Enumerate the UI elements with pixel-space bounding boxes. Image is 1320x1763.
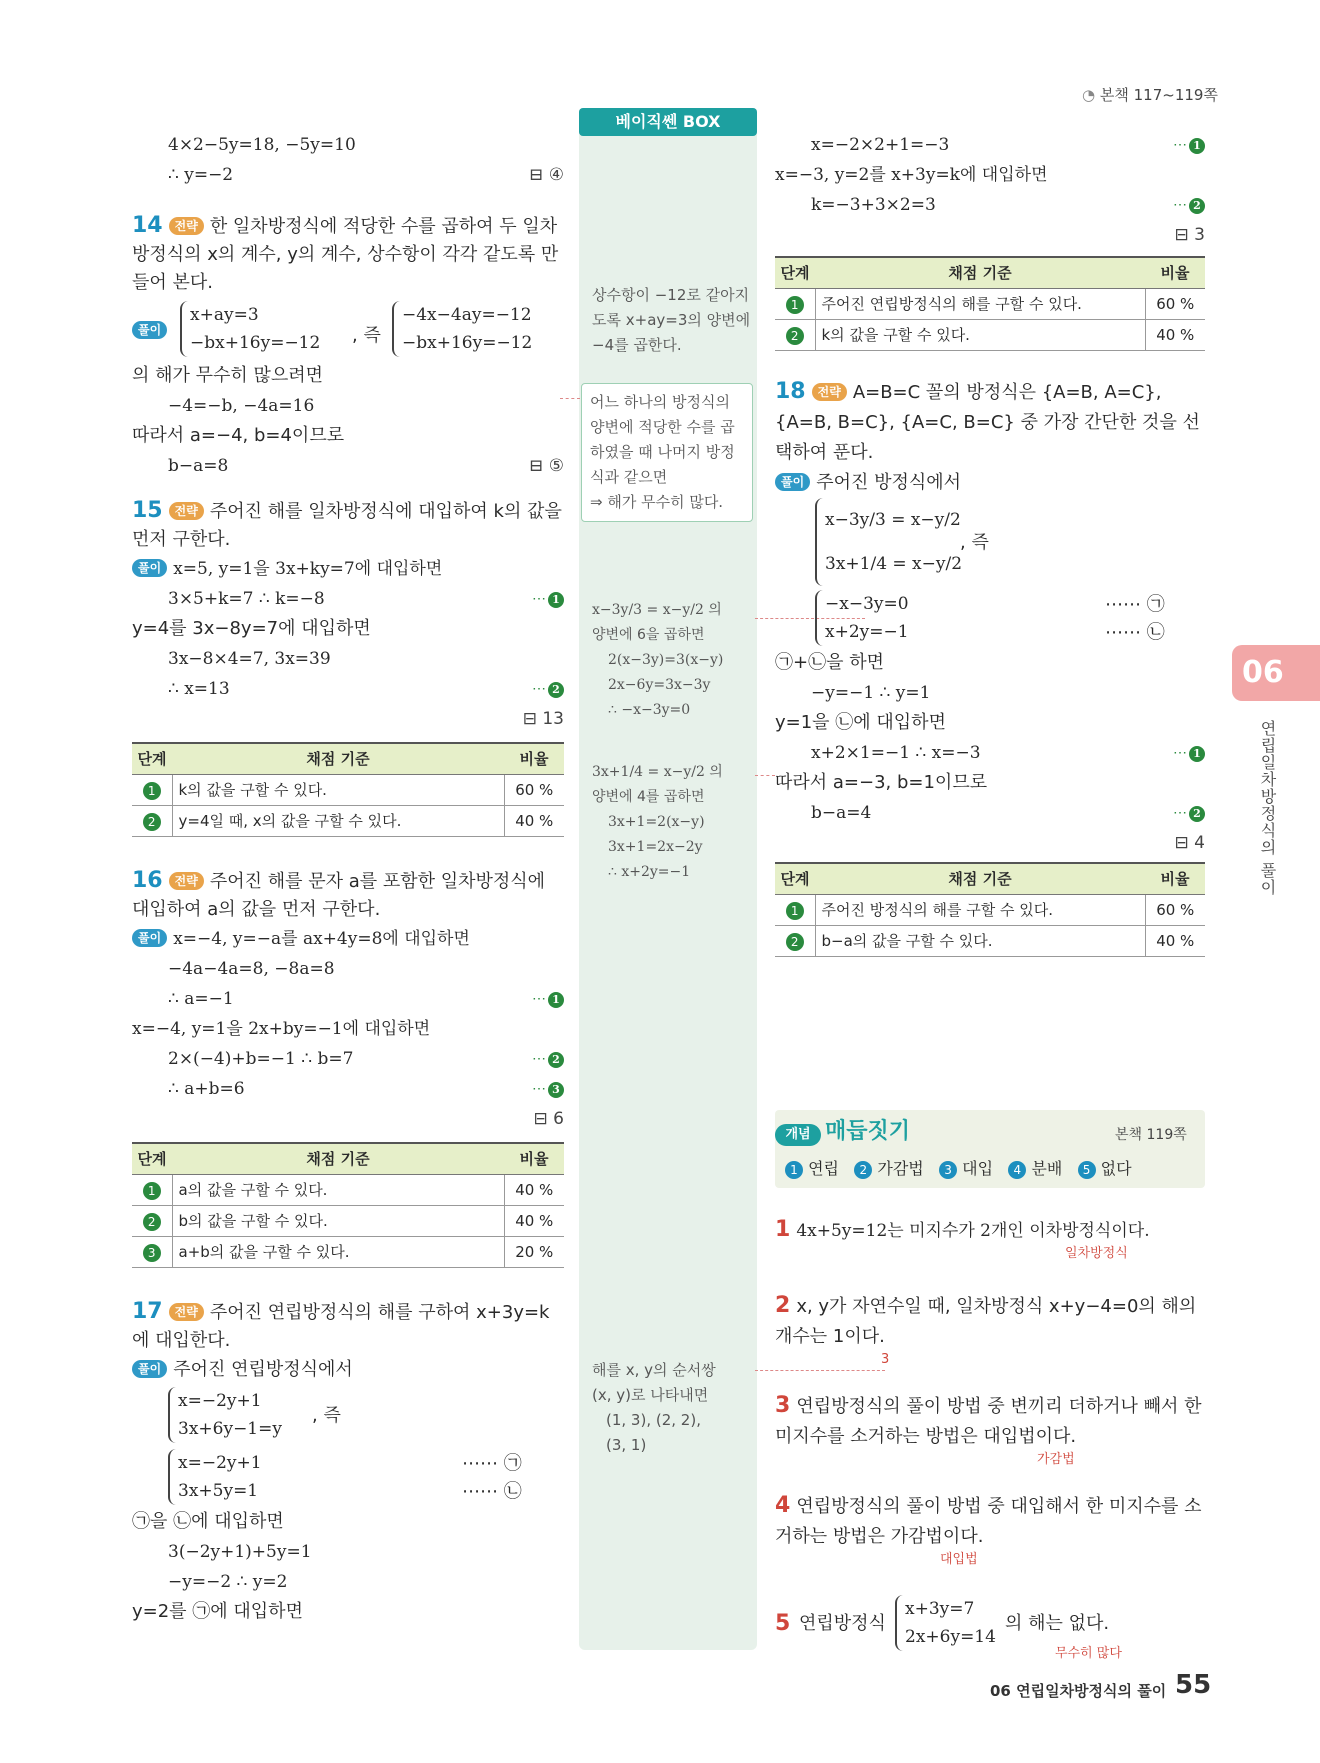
answer-mark: ⊟ ⑤ (529, 456, 564, 476)
step-marker: ⋯ 1 (532, 584, 564, 614)
scoring-table-17: 단계 채점 기준 비율 1 주어진 연립방정식의 해를 구할 수 있다. 60 % 2 k의 값을 구할 수 있다. 40 % (775, 256, 1205, 351)
step-marker: ⋯ 1 (1173, 738, 1205, 768)
leader-line (560, 398, 580, 399)
step-marker: ⋯ 2 (532, 1044, 564, 1074)
step-marker: ⋯ 2 (1173, 798, 1205, 828)
step-marker: ⋯ 2 (532, 674, 564, 704)
footer-title: 06 연립일차방정식의 풀이 (990, 1682, 1167, 1700)
scoring-table-15: 단계 채점 기준 비율 1 k의 값을 구할 수 있다. 60 % 2 y=4일 때, x의 값을 구할 수 있다. 40 % (132, 742, 564, 837)
line: −4=−b, −4a=16 (168, 396, 315, 416)
chapter-title: 연립일차방정식의 풀이 (1258, 720, 1277, 897)
system-14: 풀이 x+ay=3 −bx+16y=−12 , 즉 −4x−4ay=−12 −bx+16y=−12 (132, 301, 564, 361)
step-marker: ⋯ 1 (532, 984, 564, 1014)
left-column: 4×2−5y=18, −5y=10 ∴ y=−2 ⊟ ④ 14 전략 한 일차방정식에 적당한 수를 곱하여 두 일차방정식의 x의 계수, y의 계수, 상수항이 각각 같도록 만들어 본다. 풀이 x+ay=3 −bx+16y=−12 , 즉 −4x−4ay=−12 −bx+16y=−12 의 해가 무수히 많으려면 −4=−b, −4a=16 따라서 a=−4, b=4이므로 b−a=8 ⊟ ⑤ 15 전략 주어진 해를 일차방정식에 대입하여 k의 값을 먼저 구한다. 풀이 x=5, y=1을 3x+ky=7에 대입하면 3×5+k=7 ∴ k=−8 ⋯ 1 y=4를 3x−8y=7에 대입하면 3x−8×4=7, 3x=39 ∴ x=13 ⋯ 2 ⊟ 13 단계 채점 기준 비율 1 k의 값을 구할 수 있다. 60 % 2 y=4일 때, x의 값을 구할 수 있다. 40 % 16 전략 주어진 해를 문자 a를 포함한 일차방정식에 대입하여 a의 값을 먼저 구한다. 풀이 x=−4, y=−a를 ax+4y=8에 대입하면 −4a−4a=8, −8a=8 ∴ a=−1 ⋯ 1 x=−4, y=1을 2x+by=−1에 대입하면 2×(−4)+b=−1 ∴ b=7 ⋯ 2 ∴ a+b=6 ⋯ 3 ⊟ 6 단계 채점 기준 비율 1 a의 값을 구할 수 있다. 40 % 2 b의 값을 구할 수 있다. 40 % 3 a+b의 값을 구할 수 있다. 20 % 17 전략 주어진 연립방정식의 해를 구하여 x+3y=k에 대입한다. 풀이 주어진 연립방정식에서 x=−2y+1 3x+6y−1=y , 즉 x=−2y+1 3x+5y=1 ⋯⋯ ㉠ ⋯⋯ ㉡ ㉠을 ㉡에 대입하면 3(−2y+1)+5y=1 −y=−2 ∴ y=2 y=2를 ㉠에 대입하면 (132, 130, 564, 1627)
step-marker: ⋯ 1 (1173, 130, 1205, 160)
answer-mark: ⊟ 3 (1174, 225, 1205, 245)
reference-icon: ◔ (1082, 86, 1096, 104)
problem-18: 18 전략 A=B=C 꼴의 방정식은 {A=B, A=C}, {A=B, B=C}, {A=C, B=C} 중 가장 간단한 것을 선택하여 푼다. (775, 379, 1200, 463)
answer-mark: ⊟ 6 (533, 1109, 564, 1129)
step-marker: ⋯ 3 (532, 1074, 564, 1104)
book-reference: ◔ 본책 117~119쪽 (1082, 86, 1218, 104)
line: b−a=8 (168, 456, 229, 476)
right-column: x=−2×2+1=−3 ⋯ 1 x=−3, y=2를 x+3y=k에 대입하면 k=−3+3×2=3 ⋯ 2 ⊟ 3 단계 채점 기준 비율 1 주어진 연립방정식의 해를 구할 수 있다. 60 % 2 k의 값을 구할 수 있다. 40 % 18 전략 A=B=C 꼴의 방정식은 {A=B, A=C}, {A=B, B=C}, {A=C, B=C} 중 가장 간단한 것을 선택하여 푼다. 풀이 주어진 방정식에서 x−3y/3 = x−y/2 3x+1/4 = x−y/2 , 즉 −x−3y=0 x+2y=−1 ⋯⋯ ㉠ ⋯⋯ ㉡ ㉠+㉡을 하면 −y=−1 ∴ y=1 y=1을 ㉡에 대입하면 x+2×1=−1 ∴ x=−3 ⋯ 1 따라서 a=−3, b=1이므로 b−a=4 ⋯ 2 ⊟ 4 단계 채점 기준 비율 1 주어진 방정식의 해를 구할 수 있다. 60 % 2 b−a의 값을 구할 수 있다. 40 % (775, 130, 1205, 957)
note-5: 해를 x, y의 순서쌍 (x, y)로 나타내면 (1, 3), (2, 2), (3, 1) (592, 1361, 716, 1454)
leader-line (755, 775, 775, 776)
line: 의 해가 무수히 많으려면 (132, 365, 324, 386)
step-marker: ⋯ 2 (1173, 190, 1205, 220)
note-1: 상수항이 −12로 같아지도록 x+ay=3의 양변에 −4를 곱한다. (592, 286, 751, 354)
concept-questions: 1 4x+5y=12는 미지수가 2개인 이차방정식이다. 일차방정식 2 x, y가 자연수일 때, 일차방정식 x+y−4=0의 해의 개수는 1이다. 3 3 연립방정식의 풀이 방법 중 변끼리 더하거나 빼서 한 미지수를 소거하는 방법은 대입법이다. 가감법 4 연립방정식의 풀이 방법 중 대입해서 한 미지수를 소거하는 방법은 가감법이다. 대입법 5 연립방정식 x+3y=7 2x+6y=14 의 해는 없다. 무수히 많다 (775, 1217, 1202, 1661)
note-4: 3x+1/4 = x−y/2 의 양변에 4를 곱하면 3x+1=2(x−y) 3x+1=2x−2y ∴ x+2y=−1 (592, 764, 723, 880)
problem-15: 15 전략 주어진 해를 일차방정식에 대입하여 k의 값을 먼저 구한다. (132, 498, 562, 550)
answer-mark: ⊟ 13 (522, 709, 564, 729)
chapter-tab: 06 (1232, 645, 1320, 701)
line: 따라서 a=−4, b=4이므로 (132, 425, 345, 446)
answer-mark: ⊟ ④ (529, 165, 564, 185)
page-number: 55 (1175, 1670, 1212, 1700)
note-2: 어느 하나의 방정식의 양변에 적당한 수를 곱하였을 때 나머지 방정식과 같으면 ⇒ 해가 무수히 많다. (581, 383, 753, 522)
concept-box: 개념 매듭짓기 본책 119쪽 1 연립 2 가감법 3 대입 4 분배 5 없다 (775, 1110, 1205, 1188)
problem-16: 16 전략 주어진 해를 문자 a를 포함한 일차방정식에 대입하여 a의 값을 먼저 구한다. (132, 868, 546, 920)
basic-box-title: 베이직쎈 BOX (579, 108, 757, 136)
note-3: x−3y/3 = x−y/2 의 양변에 6을 곱하면 2(x−3y)=3(x−y) 2x−6y=3x−3y ∴ −x−3y=0 (592, 602, 724, 718)
line: 4×2−5y=18, −5y=10 (168, 135, 356, 155)
line: ∴ y=−2 (168, 165, 234, 185)
scoring-table-16: 단계 채점 기준 비율 1 a의 값을 구할 수 있다. 40 % 2 b의 값을 구할 수 있다. 40 % 3 a+b의 값을 구할 수 있다. 20 % (132, 1142, 564, 1268)
answer-mark: ⊟ 4 (1174, 833, 1205, 853)
scoring-table-18: 단계 채점 기준 비율 1 주어진 방정식의 해를 구할 수 있다. 60 % 2 b−a의 값을 구할 수 있다. 40 % (775, 862, 1205, 957)
problem-14: 14 전략 한 일차방정식에 적당한 수를 곱하여 두 일차방정식의 x의 계수, y의 계수, 상수항이 각각 같도록 만들어 본다. (132, 213, 559, 293)
problem-17: 17 전략 주어진 연립방정식의 해를 구하여 x+3y=k에 대입한다. (132, 1299, 550, 1351)
